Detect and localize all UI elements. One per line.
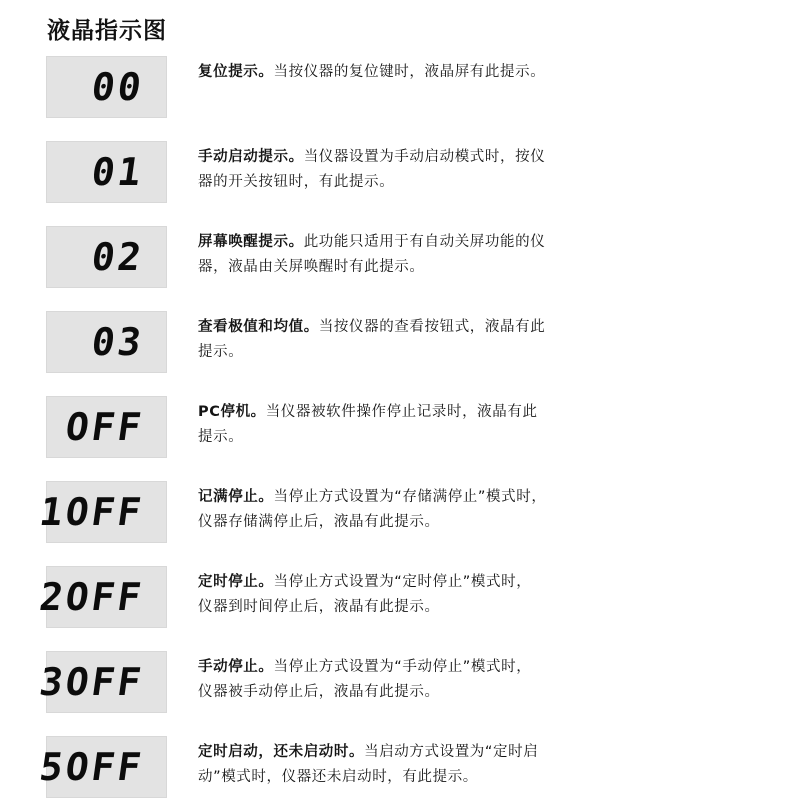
indicator-text-line1: 当仪器被软件操作停止记录时，液晶有此 — [265, 404, 538, 420]
lcd-display — [46, 56, 167, 118]
indicator-heading: 复位提示。 — [198, 64, 274, 80]
indicator-heading: 定时停止。 — [198, 574, 274, 590]
lcd-display — [46, 396, 167, 458]
indicator-text-line1: 当停止方式设置为“手动停止”模式时， — [273, 659, 532, 675]
lcd-code: 03 — [89, 320, 148, 364]
indicator-row-timed-stop — [0, 566, 800, 630]
indicator-text-line1: 当停止方式设置为“存储满停止”模式时， — [273, 489, 547, 505]
indicator-row-pc-stop — [0, 396, 800, 460]
indicator-text-line1: 当按仪器的查看按钮式，液晶有此 — [318, 319, 546, 335]
indicator-row-manual-stop — [0, 651, 800, 715]
indicator-row-reset — [0, 56, 800, 120]
indicator-description — [198, 485, 648, 535]
indicator-description — [198, 230, 648, 280]
lcd-code: 2OFF — [37, 575, 148, 619]
indicator-description — [198, 740, 648, 790]
indicator-row-extremes — [0, 311, 800, 375]
lcd-code: 5OFF — [37, 745, 148, 789]
indicator-heading: 查看极值和均值。 — [198, 319, 319, 335]
lcd-code: 1OFF — [37, 490, 148, 534]
indicator-text-line1: 当停止方式设置为“定时停止”模式时， — [273, 574, 532, 590]
lcd-code: 00 — [89, 65, 148, 109]
indicator-heading: PC停机。 — [198, 404, 266, 420]
indicator-description — [198, 145, 648, 195]
indicator-description — [198, 655, 648, 705]
lcd-display — [37, 736, 167, 798]
indicator-heading: 手动停止。 — [198, 659, 274, 675]
indicator-text-line2: 器，液晶由关屏唤醒时有此提示。 — [198, 259, 425, 275]
indicator-text-line2: 提示。 — [198, 344, 244, 360]
indicator-text-line2: 器的开关按钮时，有此提示。 — [198, 174, 395, 190]
indicator-row-screen-wake — [0, 226, 800, 290]
indicator-text-line2: 仪器被手动停止后，液晶有此提示。 — [198, 684, 440, 700]
lcd-display — [37, 651, 167, 713]
indicator-text-line2: 提示。 — [198, 429, 244, 445]
lcd-code: 3OFF — [37, 660, 148, 704]
indicator-text-line2: 动”模式时，仪器还未启动时，有此提示。 — [198, 769, 478, 785]
indicator-text-line1: 当仪器设置为手动启动模式时，按仪 — [303, 149, 546, 165]
lcd-display — [46, 226, 167, 288]
lcd-display — [37, 481, 167, 543]
indicator-heading: 手动启动提示。 — [198, 149, 304, 165]
indicator-row-full-stop — [0, 481, 800, 545]
lcd-display — [46, 141, 167, 203]
indicator-text-line2: 仪器存储满停止后，液晶有此提示。 — [198, 514, 440, 530]
lcd-code: OFF — [63, 405, 148, 449]
indicator-text-line1: 当启动方式设置为“定时启 — [364, 744, 539, 760]
indicator-description — [198, 315, 648, 365]
lcd-display — [46, 311, 167, 373]
indicator-row-timed-start — [0, 736, 800, 800]
lcd-display — [37, 566, 167, 628]
lcd-code: 01 — [89, 150, 148, 194]
indicator-heading: 记满停止。 — [198, 489, 274, 505]
indicator-description — [198, 60, 648, 85]
indicator-heading: 定时启动，还未启动时。 — [198, 744, 365, 760]
indicator-description — [198, 570, 648, 620]
lcd-code: 02 — [89, 235, 148, 279]
indicator-row-manual-start — [0, 141, 800, 205]
indicator-text-line2: 仪器到时间停止后，液晶有此提示。 — [198, 599, 440, 615]
indicator-description — [198, 400, 648, 450]
page-title: 液晶指示图 — [47, 18, 167, 44]
indicator-text-line1: 当按仪器的复位键时，液晶屏有此提示。 — [273, 64, 546, 80]
indicator-text-line1: 此功能只适用于有自动关屏功能的仪 — [303, 234, 546, 250]
indicator-heading: 屏幕唤醒提示。 — [198, 234, 304, 250]
